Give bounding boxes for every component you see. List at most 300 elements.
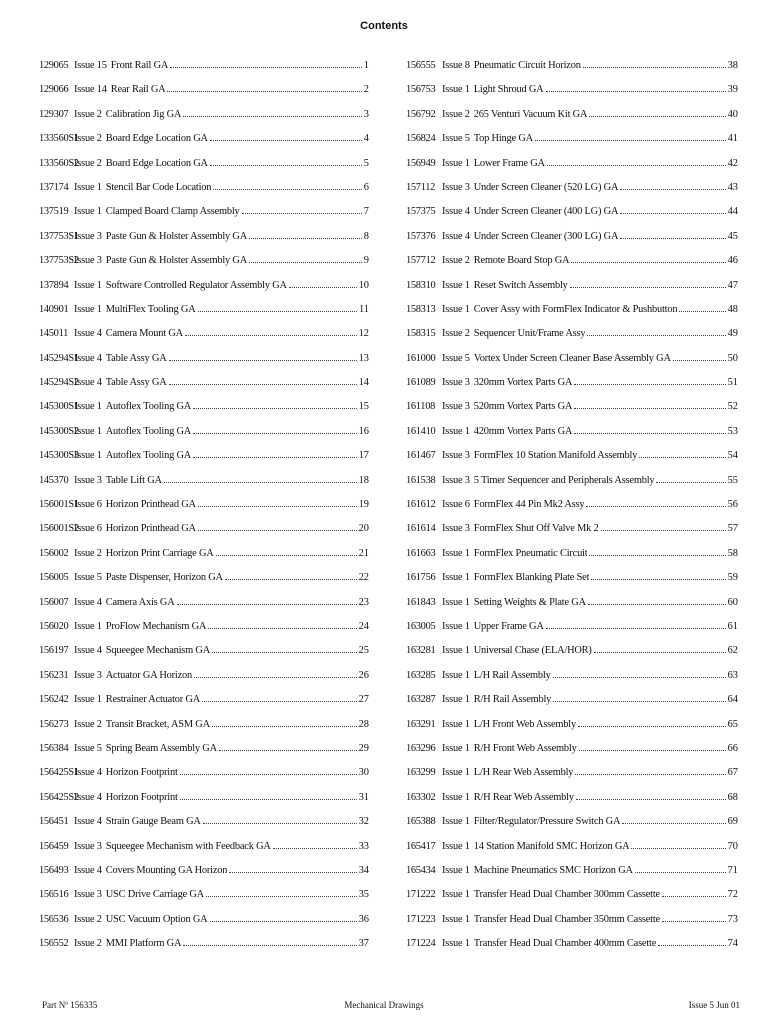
toc-entry[interactable] xyxy=(406,450,738,474)
page-number: 41 xyxy=(727,133,738,145)
page-title: Contents xyxy=(360,20,408,32)
drawing-title: USC Drive Carriage GA xyxy=(105,889,204,901)
dot-leader xyxy=(167,84,361,92)
page-number: 70 xyxy=(727,840,738,852)
issue-label: Issue 2 xyxy=(442,108,470,120)
page-number: 61 xyxy=(727,620,738,632)
toc-entry[interactable] xyxy=(39,401,369,425)
page-number: 28 xyxy=(358,718,369,730)
issue-label: Issue 2 xyxy=(74,108,102,120)
drawing-title: Table Lift GA xyxy=(105,474,162,486)
page-number: 24 xyxy=(358,620,369,632)
page-number: 10 xyxy=(358,279,369,291)
dot-leader xyxy=(662,889,726,897)
toc-entry[interactable] xyxy=(406,938,738,962)
drawing-title: Transit Bracket, ASM GA xyxy=(105,718,210,730)
dot-leader xyxy=(586,499,725,507)
dot-leader xyxy=(679,304,725,312)
page-number: 54 xyxy=(727,450,738,462)
drawing-number: 129307 xyxy=(39,108,69,120)
dot-leader xyxy=(656,475,725,483)
toc-entry[interactable] xyxy=(39,109,369,133)
toc-entry[interactable] xyxy=(406,621,738,645)
dot-leader xyxy=(546,84,726,92)
page-number: 8 xyxy=(363,230,369,242)
drawing-title: Paste Gun & Holster Assembly GA xyxy=(105,255,248,267)
drawing-title: Table Assy GA xyxy=(105,352,167,364)
issue-label: Issue 5 xyxy=(442,133,470,145)
drawing-title: Machine Pneumatics SMC Horizon GA xyxy=(473,864,633,876)
issue-label: Issue 6 xyxy=(74,523,102,535)
drawing-title: Universal Chase (ELA/HOR) xyxy=(473,645,592,657)
drawing-number: 156451 xyxy=(39,816,69,828)
issue-label: Issue 6 xyxy=(74,499,102,511)
toc-entry[interactable] xyxy=(406,401,738,425)
toc-entry[interactable] xyxy=(406,280,738,304)
issue-label: Issue 1 xyxy=(442,767,470,779)
dot-leader xyxy=(242,206,362,214)
drawing-title: Autoflex Tooling GA xyxy=(105,450,192,462)
drawing-number: 156493 xyxy=(39,864,69,876)
dot-leader xyxy=(594,645,726,653)
toc-entry[interactable] xyxy=(39,60,369,84)
issue-label: Issue 4 xyxy=(74,596,102,608)
drawing-title: Covers Mounting GA Horizon xyxy=(105,864,228,876)
toc-entry[interactable] xyxy=(39,889,369,913)
page-number: 43 xyxy=(727,181,738,193)
issue-label: Issue 3 xyxy=(74,255,102,267)
drawing-title: FormFlex Blanking Plate Set xyxy=(473,572,590,584)
drawing-title: Spring Beam Assembly GA xyxy=(105,742,217,754)
toc-entry[interactable] xyxy=(406,694,738,718)
toc-entry[interactable] xyxy=(39,865,369,889)
toc-entry[interactable] xyxy=(39,84,369,108)
drawing-title: Under Screen Cleaner (520 LG) GA xyxy=(473,181,619,193)
page-number: 55 xyxy=(727,474,738,486)
toc-entry[interactable] xyxy=(39,645,369,669)
toc-entry[interactable] xyxy=(39,133,369,157)
issue-label: Issue 1 xyxy=(74,401,102,413)
drawing-number: 133560S1 xyxy=(39,133,79,145)
page-number: 1 xyxy=(363,60,369,71)
toc-entry[interactable] xyxy=(406,645,738,669)
page-number: 11 xyxy=(358,303,369,315)
dot-leader xyxy=(662,914,726,922)
page-number: 42 xyxy=(727,157,738,169)
toc-entry[interactable] xyxy=(39,328,369,352)
dot-leader xyxy=(574,377,725,385)
toc-entry[interactable] xyxy=(39,158,369,182)
issue-label: Issue 3 xyxy=(442,523,470,535)
drawing-number: 156384 xyxy=(39,742,69,754)
issue-label: Issue 4 xyxy=(74,816,102,828)
page-number: 17 xyxy=(358,450,369,462)
issue-label: Issue 1 xyxy=(442,742,470,754)
toc-entry[interactable] xyxy=(39,743,369,767)
drawing-title: Actuator GA Horizon xyxy=(105,669,192,681)
drawing-title: Board Edge Location GA xyxy=(105,157,208,169)
dot-leader xyxy=(180,767,357,775)
issue-label: Issue 1 xyxy=(442,596,470,608)
issue-label: Issue 4 xyxy=(442,230,470,242)
drawing-number: 161000 xyxy=(406,352,436,364)
page-number: 20 xyxy=(358,523,369,535)
drawing-number: 165417 xyxy=(406,840,436,852)
toc-entry[interactable] xyxy=(406,889,738,913)
toc-entry[interactable] xyxy=(406,499,738,523)
dot-leader xyxy=(571,255,725,263)
page-number: 47 xyxy=(727,279,738,291)
dot-leader xyxy=(212,719,357,727)
dot-leader xyxy=(535,133,726,141)
toc-entry[interactable] xyxy=(406,743,738,767)
dot-leader xyxy=(210,914,357,922)
issue-label: Issue 1 xyxy=(442,84,470,96)
drawing-title: Rear Rail GA xyxy=(110,84,166,96)
drawing-title: Strain Gauge Beam GA xyxy=(105,816,201,828)
toc-entry[interactable] xyxy=(406,914,738,938)
page-number: 51 xyxy=(727,377,738,389)
dot-leader xyxy=(225,572,357,580)
dot-leader xyxy=(206,889,357,897)
toc-entry[interactable] xyxy=(406,426,738,450)
issue-label: Issue 1 xyxy=(442,669,470,681)
page-number: 2 xyxy=(363,84,369,96)
drawing-title: Front Rail GA xyxy=(110,60,169,71)
issue-label: Issue 3 xyxy=(74,474,102,486)
page-number: 44 xyxy=(727,206,738,218)
page-number: 45 xyxy=(727,230,738,242)
dot-leader xyxy=(547,158,726,166)
issue-label: Issue 3 xyxy=(74,230,102,242)
toc-entry[interactable] xyxy=(39,621,369,645)
dot-leader xyxy=(635,865,726,873)
issue-label: Issue 3 xyxy=(442,181,470,193)
toc-entry[interactable] xyxy=(406,523,738,547)
footer-part-number: Part Nº 156335 xyxy=(42,1000,98,1010)
drawing-number: 161756 xyxy=(406,572,436,584)
drawing-title: Light Shroud GA xyxy=(473,84,544,96)
page-number: 36 xyxy=(358,913,369,925)
issue-label: Issue 1 xyxy=(442,620,470,632)
toc-entry[interactable] xyxy=(406,816,738,840)
drawing-title: R/H Rail Assembly xyxy=(473,694,552,706)
toc-entry[interactable] xyxy=(406,865,738,889)
issue-label: Issue 3 xyxy=(74,889,102,901)
drawing-title: MultiFlex Tooling GA xyxy=(105,303,196,315)
toc-entry[interactable] xyxy=(406,377,738,401)
drawing-number: 145011 xyxy=(39,328,68,340)
toc-entry[interactable] xyxy=(406,328,738,352)
drawing-number: 161108 xyxy=(406,401,435,413)
drawing-number: 156007 xyxy=(39,596,69,608)
dot-leader xyxy=(574,426,725,434)
drawing-number: 161538 xyxy=(406,474,436,486)
issue-label: Issue 3 xyxy=(442,401,470,413)
dot-leader xyxy=(193,450,357,458)
drawing-number: 145300S2 xyxy=(39,425,79,437)
toc-entry[interactable] xyxy=(39,377,369,401)
toc-entry[interactable] xyxy=(39,792,369,816)
issue-label: Issue 2 xyxy=(74,938,102,950)
dot-leader xyxy=(601,523,726,531)
page-number: 7 xyxy=(363,206,369,218)
issue-label: Issue 4 xyxy=(74,352,102,364)
dot-leader xyxy=(579,743,726,751)
dot-leader xyxy=(587,328,725,336)
toc-entry[interactable] xyxy=(406,182,738,206)
drawing-number: 137519 xyxy=(39,206,69,218)
drawing-number: 156536 xyxy=(39,913,69,925)
dot-leader xyxy=(589,109,725,117)
issue-label: Issue 4 xyxy=(74,328,102,340)
drawing-number: 156425S1 xyxy=(39,767,79,779)
page-number: 71 xyxy=(727,864,738,876)
drawing-number: 145300S3 xyxy=(39,450,79,462)
page-number: 49 xyxy=(727,328,738,340)
page-number: 58 xyxy=(727,547,738,559)
toc-entry[interactable] xyxy=(39,816,369,840)
dot-leader xyxy=(193,401,357,409)
issue-label: Issue 2 xyxy=(74,157,102,169)
drawing-number: 129066 xyxy=(39,84,69,96)
toc-entry[interactable] xyxy=(406,475,738,499)
dot-leader xyxy=(583,60,726,68)
issue-label: Issue 1 xyxy=(74,620,102,632)
dot-leader xyxy=(622,816,725,824)
page-number: 72 xyxy=(727,889,738,901)
toc-entry[interactable] xyxy=(39,206,369,230)
toc-entry[interactable] xyxy=(39,231,369,255)
toc-entry[interactable] xyxy=(39,694,369,718)
drawing-number: 163287 xyxy=(406,694,436,706)
toc-entry[interactable] xyxy=(39,572,369,596)
footer-section-title: Mechanical Drawings xyxy=(344,1000,424,1010)
page-number: 33 xyxy=(358,840,369,852)
toc-entry[interactable] xyxy=(39,719,369,743)
drawing-number: 137753S1 xyxy=(39,230,79,242)
drawing-title: 14 Station Manifold SMC Horizon GA xyxy=(473,840,630,852)
issue-label: Issue 1 xyxy=(442,645,470,657)
drawing-title: ProFlow Mechanism GA xyxy=(105,620,207,632)
issue-label: Issue 1 xyxy=(442,791,470,803)
drawing-number: 163291 xyxy=(406,718,436,730)
drawing-number: 133560S2 xyxy=(39,157,79,169)
toc-entry[interactable] xyxy=(406,255,738,279)
toc-entry[interactable] xyxy=(406,231,738,255)
toc-entry[interactable] xyxy=(406,206,738,230)
dot-leader xyxy=(198,499,357,507)
dot-leader xyxy=(213,182,362,190)
dot-leader xyxy=(574,401,725,409)
page-number: 68 xyxy=(727,791,738,803)
toc-entry[interactable] xyxy=(39,450,369,474)
drawing-title: Horizon Print Carriage GA xyxy=(105,547,214,559)
footer-issue-date: Issue 5 Jun 01 xyxy=(688,1000,740,1010)
drawing-title: Squeegee Mechanism GA xyxy=(105,645,211,657)
drawing-title: Setting Weights & Plate GA xyxy=(473,596,586,608)
dot-leader xyxy=(183,109,362,117)
drawing-title: Table Assy GA xyxy=(105,377,167,389)
toc-entry[interactable] xyxy=(406,767,738,791)
page-number: 73 xyxy=(727,913,738,925)
drawing-title: FormFlex Shut Off Valve Mk 2 xyxy=(473,523,599,535)
page-number: 6 xyxy=(363,181,369,193)
page-number: 34 xyxy=(358,864,369,876)
drawing-number: 156552 xyxy=(39,938,69,950)
drawing-number: 171222 xyxy=(406,889,436,901)
drawing-title: Software Controlled Regulator Assembly GA xyxy=(105,279,287,291)
drawing-title: USC Vacuum Option GA xyxy=(105,913,208,925)
drawing-title: FormFlex Pneumatic Circuit xyxy=(473,547,588,559)
toc-entry[interactable] xyxy=(39,499,369,523)
drawing-number: 156949 xyxy=(406,157,436,169)
contents-left-column xyxy=(39,60,369,962)
toc-entry[interactable] xyxy=(406,597,738,621)
page-number: 18 xyxy=(358,474,369,486)
page-number: 65 xyxy=(727,718,738,730)
drawing-title: Stencil Bar Code Location xyxy=(105,181,212,193)
issue-label: Issue 1 xyxy=(442,303,470,315)
toc-entry[interactable] xyxy=(406,572,738,596)
drawing-title: Autoflex Tooling GA xyxy=(105,401,192,413)
toc-entry[interactable] xyxy=(406,353,738,377)
issue-label: Issue 4 xyxy=(442,206,470,218)
drawing-number: 137174 xyxy=(39,181,69,193)
toc-entry[interactable] xyxy=(406,841,738,865)
toc-entry[interactable] xyxy=(39,841,369,865)
dot-leader xyxy=(631,841,725,849)
page-number: 4 xyxy=(363,133,369,145)
toc-entry[interactable] xyxy=(39,670,369,694)
drawing-title: Filter/Regulator/Pressure Switch GA xyxy=(473,816,621,828)
toc-entry[interactable] xyxy=(406,158,738,182)
dot-leader xyxy=(575,767,725,775)
page-number: 59 xyxy=(727,572,738,584)
toc-entry[interactable] xyxy=(39,523,369,547)
drawing-number: 156425S2 xyxy=(39,791,79,803)
issue-label: Issue 1 xyxy=(74,181,102,193)
drawing-number: 145294S1 xyxy=(39,352,79,364)
issue-label: Issue 1 xyxy=(442,913,470,925)
issue-label: Issue 2 xyxy=(442,255,470,267)
toc-entry[interactable] xyxy=(39,182,369,206)
toc-entry[interactable] xyxy=(406,84,738,108)
toc-entry[interactable] xyxy=(406,304,738,328)
dot-leader xyxy=(202,694,357,702)
toc-entry[interactable] xyxy=(406,109,738,133)
page-number: 19 xyxy=(358,499,369,511)
drawing-number: 156242 xyxy=(39,694,69,706)
page-number: 46 xyxy=(727,255,738,267)
dot-leader xyxy=(177,597,357,605)
toc-entry[interactable] xyxy=(39,353,369,377)
contents-right-column xyxy=(406,60,738,962)
drawing-title: Calibration Jig GA xyxy=(105,108,182,120)
page-number: 32 xyxy=(358,816,369,828)
toc-entry[interactable] xyxy=(406,548,738,572)
drawing-title: MMI Platform GA xyxy=(105,938,182,950)
drawing-number: 161614 xyxy=(406,523,436,535)
toc-entry[interactable] xyxy=(39,548,369,572)
drawing-title: Autoflex Tooling GA xyxy=(105,425,192,437)
toc-entry[interactable] xyxy=(39,475,369,499)
page-number: 26 xyxy=(358,669,369,681)
page-number: 74 xyxy=(727,938,738,950)
page-number: 38 xyxy=(727,60,738,71)
page-number: 52 xyxy=(727,401,738,413)
issue-label: Issue 3 xyxy=(442,377,470,389)
dot-leader xyxy=(578,719,726,727)
drawing-title: Lower Frame GA xyxy=(473,157,545,169)
issue-label: Issue 2 xyxy=(74,718,102,730)
toc-entry[interactable] xyxy=(39,280,369,304)
issue-label: Issue 4 xyxy=(74,864,102,876)
toc-entry[interactable] xyxy=(406,670,738,694)
dot-leader xyxy=(229,865,356,873)
page-number: 13 xyxy=(358,352,369,364)
drawing-number: 156753 xyxy=(406,84,436,96)
issue-label: Issue 1 xyxy=(442,864,470,876)
page-number: 57 xyxy=(727,523,738,535)
toc-entry[interactable] xyxy=(406,792,738,816)
toc-entry[interactable] xyxy=(39,304,369,328)
dot-leader xyxy=(164,475,357,483)
drawing-number: 156001S2 xyxy=(39,523,79,535)
drawing-title: Camera Mount GA xyxy=(105,328,183,340)
drawing-title: Pneumatic Circuit Horizon xyxy=(473,60,581,71)
page-number: 30 xyxy=(358,767,369,779)
toc-entry[interactable] xyxy=(39,255,369,279)
drawing-title: 265 Venturi Vacuum Kit GA xyxy=(473,108,588,120)
toc-entry[interactable] xyxy=(39,426,369,450)
toc-entry[interactable] xyxy=(406,719,738,743)
toc-entry[interactable] xyxy=(406,133,738,157)
drawing-title: FormFlex 10 Station Manifold Assembly xyxy=(473,450,638,462)
drawing-title: Cover Assy with FormFlex Indicator & Pushbutton xyxy=(473,303,678,315)
drawing-title: Board Edge Location GA xyxy=(105,133,208,145)
drawing-title: R/H Front Web Assembly xyxy=(473,742,577,754)
dot-leader xyxy=(249,255,362,263)
drawing-title: Horizon Footprint xyxy=(105,767,178,779)
issue-label: Issue 5 xyxy=(442,352,470,364)
drawing-number: 145294S2 xyxy=(39,377,79,389)
drawing-number: 161467 xyxy=(406,450,436,462)
drawing-number: 140901 xyxy=(39,303,69,315)
issue-label: Issue 1 xyxy=(74,694,102,706)
drawing-title: Paste Dispenser, Horizon GA xyxy=(105,572,223,584)
issue-label: Issue 1 xyxy=(442,718,470,730)
page-number: 66 xyxy=(727,742,738,754)
page-number: 31 xyxy=(358,791,369,803)
toc-entry[interactable] xyxy=(39,597,369,621)
drawing-number: 157376 xyxy=(406,230,436,242)
toc-entry[interactable] xyxy=(39,938,369,962)
drawing-number: 171224 xyxy=(406,938,436,950)
toc-entry[interactable] xyxy=(406,60,738,84)
drawing-number: 161410 xyxy=(406,425,436,437)
dot-leader xyxy=(673,353,726,361)
page-number: 14 xyxy=(358,377,369,389)
toc-entry[interactable] xyxy=(39,914,369,938)
page-number: 40 xyxy=(727,108,738,120)
drawing-number: 163296 xyxy=(406,742,436,754)
drawing-number: 158315 xyxy=(406,328,436,340)
toc-entry[interactable] xyxy=(39,767,369,791)
page-number: 50 xyxy=(727,352,738,364)
drawing-title: Horizon Printhead GA xyxy=(105,523,196,535)
page-number: 63 xyxy=(727,669,738,681)
